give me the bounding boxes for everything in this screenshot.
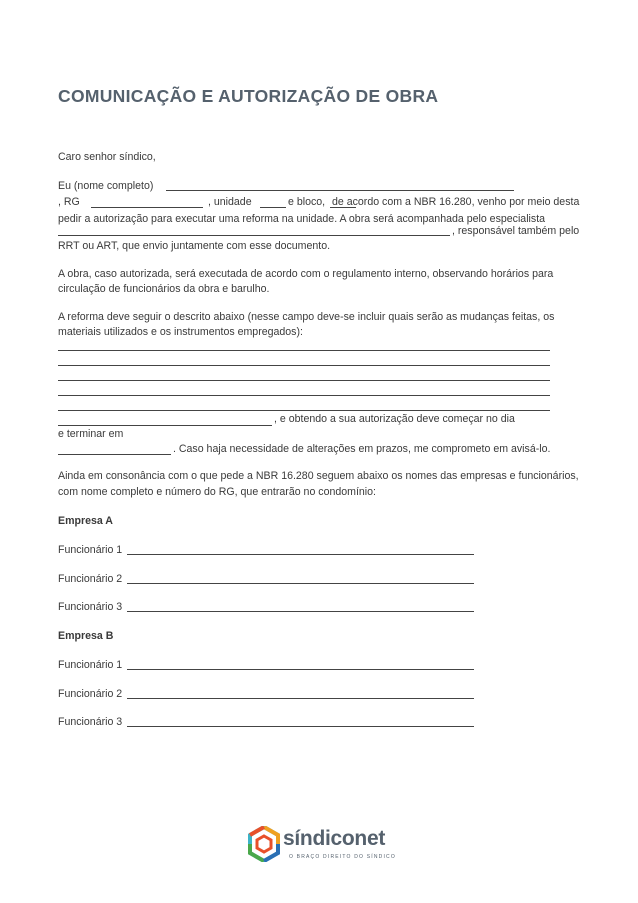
company-b-employee-3-label: Funcionário 3 bbox=[58, 716, 123, 728]
greeting: Caro senhor síndico, bbox=[58, 151, 156, 163]
description-line-5[interactable] bbox=[58, 410, 550, 411]
company-a-employee-3-field[interactable] bbox=[127, 611, 474, 612]
company-a-employee-1-label: Funcionário 1 bbox=[58, 544, 123, 556]
responsible-text: , responsável também pelo bbox=[452, 225, 580, 237]
specialist-field[interactable] bbox=[58, 235, 450, 236]
name-label: Eu (nome completo) bbox=[58, 180, 154, 192]
description-text-1: A reforma deve seguir o descrito abaixo (nesse campo deve-se incluir quais serão as mudanças feitas, os bbox=[58, 311, 555, 323]
company-a-employee-3-label: Funcionário 3 bbox=[58, 601, 123, 613]
end-date-label: e terminar em bbox=[58, 428, 124, 440]
request-text: pedir a autorização para executar uma reforma na unidade. A obra será acompanhada pelo especialista bbox=[58, 213, 546, 225]
sindiconet-logo-icon bbox=[248, 826, 280, 862]
company-a-employee-1-field[interactable] bbox=[127, 554, 474, 555]
end-date-field[interactable] bbox=[58, 454, 171, 455]
company-a-employee-2-field[interactable] bbox=[127, 583, 474, 584]
block-label: e bloco, bbox=[288, 196, 326, 208]
companies-text-2: com nome completo e número do RG, que entrarão no condomínio: bbox=[58, 486, 376, 498]
rules-text-2: circulação de funcionários da obra e barulho. bbox=[58, 283, 270, 295]
description-line-2[interactable] bbox=[58, 365, 550, 366]
company-b-employee-3-field[interactable] bbox=[127, 726, 474, 727]
description-text-2: materiais utilizados e os instrumentos empregados): bbox=[58, 326, 303, 338]
rg-field[interactable] bbox=[91, 207, 203, 208]
description-line-1[interactable] bbox=[58, 350, 550, 351]
name-field[interactable] bbox=[166, 190, 514, 191]
company-a-label: Empresa A bbox=[58, 515, 113, 527]
company-b-employee-2-field[interactable] bbox=[127, 698, 474, 699]
description-line-3[interactable] bbox=[58, 380, 550, 381]
company-b-employee-2-label: Funcionário 2 bbox=[58, 688, 123, 700]
company-b-employee-1-field[interactable] bbox=[127, 669, 474, 670]
company-a-employee-2-label: Funcionário 2 bbox=[58, 573, 123, 585]
rules-text-1: A obra, caso autorizada, será executada de acordo com o regulamento interno, observando horários para bbox=[58, 268, 554, 280]
company-b-employee-1-label: Funcionário 1 bbox=[58, 659, 123, 671]
page-title: COMUNICAÇÃO E AUTORIZAÇÃO DE OBRA bbox=[58, 86, 439, 106]
description-line-6[interactable] bbox=[58, 425, 272, 426]
companies-text-1: Ainda em consonância com o que pede a NBR 16.280 seguem abaixo os nomes das empresas e funcionários, bbox=[58, 470, 579, 482]
description-line-4[interactable] bbox=[58, 395, 550, 396]
unit-label: , unidade bbox=[208, 196, 252, 208]
nbr-text: de acordo com a NBR 16.280, venho por meio desta bbox=[332, 196, 580, 208]
rrt-text: RRT ou ART, que envio juntamente com esse documento. bbox=[58, 240, 331, 252]
rg-label: , RG bbox=[58, 196, 80, 208]
logo-tagline: O BRAÇO DIREITO DO SÍNDICO bbox=[289, 854, 396, 860]
logo-wordmark: síndiconet bbox=[283, 827, 386, 850]
company-b-label: Empresa B bbox=[58, 630, 114, 642]
start-date-text: , e obtendo a sua autorização deve começar no dia bbox=[274, 413, 515, 425]
deadline-text: . Caso haja necessidade de alterações em prazos, me comprometo em avisá-lo. bbox=[173, 443, 551, 455]
unit-field[interactable] bbox=[260, 207, 286, 208]
